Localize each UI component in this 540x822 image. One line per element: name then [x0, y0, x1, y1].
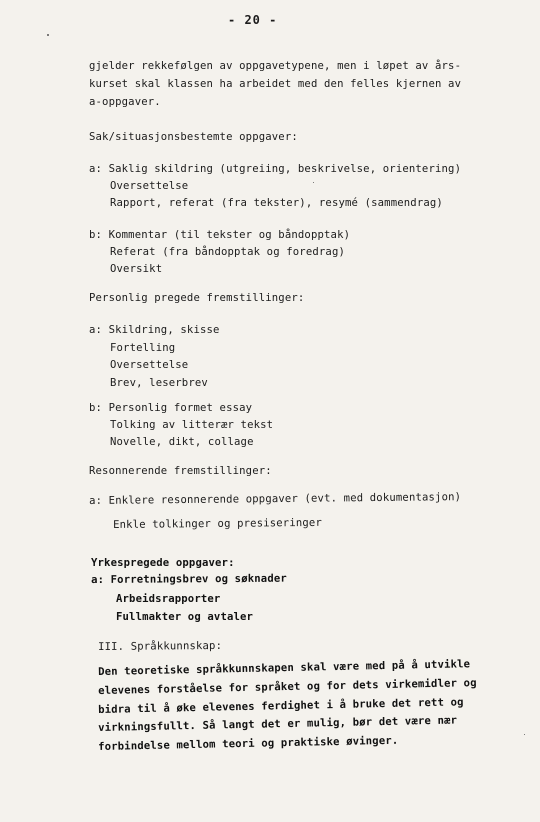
sak-heading: Sak/situasjonsbestemte oppgaver: [89, 131, 298, 143]
personlig-heading: Personlig pregede fremstillinger: [89, 292, 305, 304]
yrke-a-line-2: Arbeidsrapporter [116, 593, 221, 605]
resonnerende-a-line-2: Enkle tolkinger og presiseringer [113, 516, 323, 531]
sak-a-line-3: Rapport, referat (fra tekster), resymé (sammendrag) [110, 197, 443, 209]
yrke-a-line-3: Fullmakter og avtaler [116, 611, 254, 623]
yrke-a-line-1: a: Forretningsbrev og søknader [91, 572, 287, 586]
section3-paragraph-line-3: bidra til å øke elevenes ferdighet i å bruke det rett og [98, 696, 464, 716]
section3-heading: III. Språkkunnskap: [98, 639, 223, 653]
sak-b-line-2: Referat (fra båndopptak og foredrag) [110, 246, 346, 258]
section3-paragraph-line-2: elevenes forståelse for språket og for dets virkemidler og [98, 677, 477, 697]
section3-paragraph-line-4: virkningsfullt. Så langt det er mulig, bør det være nær [98, 714, 458, 734]
page-number: - 20 - [228, 13, 278, 27]
personlig-a-line-1: a: Skildring, skisse [89, 324, 220, 336]
yrke-heading: Yrkespregede oppgaver: [91, 557, 235, 569]
sak-a-line-2: Oversettelse [110, 180, 189, 192]
dust-speck [313, 182, 314, 183]
intro-line-3: a-oppgaver. [89, 96, 161, 108]
intro-line-1: gjelder rekkefølgen av oppgavetypene, men i løpet av års- [89, 60, 462, 72]
section3-paragraph-line-1: Den teoretiske språkkunnskapen skal være med på å utvikle [98, 658, 471, 678]
sak-b-line-1: b: Kommentar (til tekster og båndopptak) [89, 229, 351, 241]
sak-b-line-3: Oversikt [110, 263, 163, 275]
personlig-b-line-3: Novelle, dikt, collage [110, 436, 254, 448]
dust-speck [524, 734, 525, 735]
personlig-a-line-2: Fortelling [110, 342, 176, 354]
personlig-a-line-4: Brev, leserbrev [110, 377, 208, 389]
intro-line-2: kurset skal klassen ha arbeidet med den felles kjernen av [89, 78, 462, 90]
resonnerende-a-line-1: a: Enklere resonnerende oppgaver (evt. med dokumentasjon) [89, 491, 462, 507]
sak-a-line-1: a: Saklig skildring (utgreiing, beskrivelse, orientering) [89, 163, 462, 175]
resonnerende-heading: Resonnerende fremstillinger: [89, 465, 272, 477]
personlig-b-line-2: Tolking av litterær tekst [110, 419, 274, 431]
dust-speck [47, 34, 49, 36]
personlig-a-line-3: Oversettelse [110, 359, 189, 371]
section3-paragraph-line-5: forbindelse mellom teori og praktiske øvinger. [98, 734, 399, 753]
personlig-b-line-1: b: Personlig formet essay [89, 402, 253, 414]
